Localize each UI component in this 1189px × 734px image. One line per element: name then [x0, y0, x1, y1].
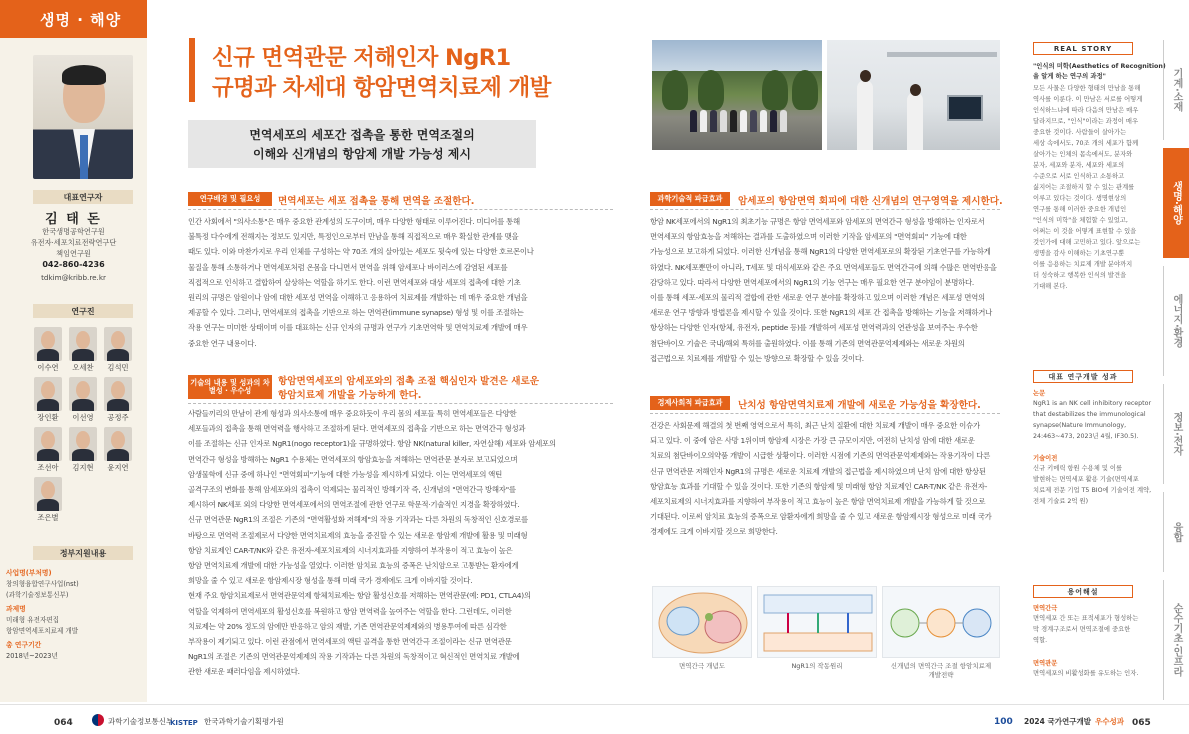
body-line: 항암 NK세포에서의 NgR1의 최초기능 규명은 항암 면역세포와 암세포의 면역간극 형성을 방해하는 인자로서 [650, 217, 985, 226]
body-line: 중요한 연구 내용이다. [188, 338, 257, 348]
researcher-name: 장인환 [37, 413, 59, 422]
right-text-line: that destabilizes the immunological [1033, 411, 1146, 418]
figure-therapy-strategy [882, 586, 1000, 658]
pi-title: 책임연구원 [56, 249, 91, 258]
researcher-name: 조은별 [37, 513, 59, 522]
section-title: 면역세포는 세포 접촉을 통해 면역을 조절한다. [278, 196, 475, 207]
page-title-line1: 신규 면역관문 저해인자 NgR1 [212, 45, 511, 71]
body-line: 항암효능 효과를 기대할 수 있을 것이다. 또한 기존의 항암제 및 미래형 항암 치료제인 CAR-T/NK 같은 유전자- [650, 481, 988, 491]
body-line: 제시하여 NK세포 외의 다양한 면역세포에서의 면역조절에 관한 연구로 학문적·기술적인 지경을 확장하였다. [188, 500, 520, 510]
glossary-term: 면역간극 [1033, 605, 1058, 612]
right-text-line: 치료제 전문 기업 T5 BIO에 기술이전 계약, [1033, 487, 1152, 494]
body-line: 이를 조절하는 신규 인자로 NgR1(nogo receptor1)을 규명하였다. 항암 NK(natural killer, 자연살해) 세포와 암세포의 [188, 439, 556, 449]
body-line: 물질을 통해 소통하거나 면역세포처럼 온몸을 다니면서 면역을 위해 암세포나 바이러스에 감염된 세포를 [188, 262, 508, 272]
pi-email[interactable]: tdkim@kribb.re.kr [41, 273, 106, 282]
funding-label: 과제명 [6, 605, 26, 613]
body-line: 되고 있다. 이 중에 암은 사망 1위이며 항암제 시장은 가장 큰 규모이지만, 여전히 난치성 암에 대한 새로운 [650, 436, 975, 446]
anniversary-logo: 100 [994, 717, 1013, 727]
tab-mechanical-materials[interactable] [1163, 40, 1189, 140]
body-line: 암생물학에 신규 중에 하나인 "면역회피"기능에 대한 가능성을 제시하게 되었다. 이는 면역세포의 액틴 [188, 469, 502, 479]
body-line: 면역간극 형성을 방해하는 NgR1 수용체는 면역세포의 항암효능을 저해하는 면역관문 분자로 보고되었으며 [188, 454, 518, 464]
right-text-line: 싫지어는 조절하지 할 수 있는 관계를 [1033, 184, 1135, 191]
right-text-line: 연구를 통해 이러한 중요한 개념인 [1033, 206, 1127, 213]
right-text-line: 이루고 있다는 것이다. 생명현상의 [1033, 195, 1127, 202]
body-line: 현재 주요 항암치료제로서 면역관문억제 항체치료제는 항암 활성신호를 저해하는 면역관문(예: PD1, CTLA4)의 [188, 591, 531, 601]
figure-caption: 개발전략 [928, 671, 954, 679]
researcher-card [31, 427, 65, 473]
right-text-line: "인식의 미학"을 체험할 수 있었고, [1033, 217, 1128, 224]
report-accent: 우수성과 [1095, 717, 1124, 726]
funding-text: 창의형융합연구사업(nst) [6, 580, 79, 588]
right-text-line: 면역세포 간 또는 표적세포가 형성하는 [1033, 615, 1139, 622]
funding-text: (과학기술정보통신부) [6, 591, 69, 599]
tab-label: 순수기초·인프라 [1171, 603, 1182, 677]
subtitle-line2: 이해와 신개념의 항암제 개발 가능성 제시 [253, 147, 471, 161]
ministry-name: 과학기술정보통신부 [108, 717, 174, 726]
figure-caption: 신개념의 면역간극 조절 항암치료제 [890, 662, 992, 670]
section-rule [188, 209, 613, 210]
section-title: 항암치료제 개발을 가능하게 한다. [278, 390, 422, 401]
funding-label: 총 연구기간 [6, 641, 42, 649]
right-text-line: 살아가는 인체의 몸속에서도, 분자와 [1033, 151, 1133, 158]
tab-convergence[interactable] [1163, 492, 1189, 572]
researcher-photo [69, 327, 97, 361]
right-text-line: 더 성숙하고 행복한 인식의 발견을 [1033, 272, 1127, 279]
right-text-line: 생명을 감사 이해하는 기초연구뿐 [1033, 250, 1125, 257]
tab-info-electronics[interactable] [1163, 384, 1189, 484]
pi-header: 대표연구자 [33, 190, 133, 204]
researcher-photo [34, 327, 62, 361]
researcher-card [101, 327, 135, 373]
section-tag: 경제사회적 파급효과 [650, 396, 730, 410]
title-accent-bar [189, 38, 195, 102]
funding-label: 사업명(부처명) [6, 569, 52, 577]
page-number-left: 064 [54, 718, 73, 728]
researchers-header: 연구진 [33, 304, 133, 318]
right-text-line: synapse(Nature Immunology, [1033, 422, 1127, 429]
kistep-logo: KISTEP [170, 719, 198, 727]
right-text-line: 24:463~473, 2023년 4월, IF30.5). [1033, 433, 1139, 440]
lab-photo [827, 40, 1000, 150]
researcher-name: 윤지연 [107, 463, 129, 472]
tab-label: 기계·소재 [1171, 68, 1182, 112]
real-story-header: REAL STORY [1033, 42, 1133, 55]
section-tag: 과학기술적 파급효과 [650, 192, 730, 206]
body-line: 세포치료제의 시너지효과를 지향하여 부작용이 적고 효능이 높은 항암 면역치료제 개발을 가능하게 할 것으로 [650, 497, 986, 507]
researcher-photo [34, 427, 62, 461]
researcher-card [31, 377, 65, 423]
section-body [188, 406, 613, 680]
body-line: 제공할 수 있다. 그러나, 면역세포의 접촉을 기반으로 하는 면역관(immune synapse) 형성 및 이를 조절하는 [188, 308, 524, 318]
researcher-photo [104, 377, 132, 411]
body-line: 항암 치료제인 CAR-T/NK와 같은 유전자-세포치료제의 시너지효과를 지향하여 부작용이 적고 효능이 높은 [188, 545, 513, 555]
glossary-definition: 면역세포의 비활성화를 유도하는 인자. [1033, 670, 1139, 677]
footer-divider [0, 704, 1189, 705]
section-tag: 연구배경 및 필요성 [188, 192, 272, 206]
section-title: 암세포의 항암면역 회피에 대한 신개념의 연구영역을 제시한다. [738, 196, 1003, 207]
section-rule [188, 403, 613, 404]
section-title: 난치성 항암면역치료제 개발에 새로운 가능성을 확장한다. [738, 400, 981, 411]
right-text-line: 막 경계구조로서 면역조절에 중요한 [1033, 626, 1131, 633]
researcher-photo [104, 427, 132, 461]
researcher-photo [69, 427, 97, 461]
funding-text: 미래형 유전자편집 [6, 616, 60, 624]
researcher-card [66, 377, 100, 423]
researcher-card [31, 477, 65, 523]
researcher-name: 김석민 [107, 363, 129, 372]
page-number-right: 065 [1132, 718, 1151, 728]
section-rule [650, 413, 1000, 414]
right-text-line: 발현하는 면역세포 활용 기술(면역세포 [1033, 476, 1139, 483]
kistep-name: 한국과학기술기획평가원 [204, 717, 284, 726]
pi-phone: 042-860-4236 [42, 260, 105, 269]
section-tag: 기술의 내용 및 성과의 차별성 · 우수성 [188, 375, 272, 399]
right-text-line: 신규 키메릭 항원 수용체 및 이를 [1033, 465, 1123, 472]
researcher-card [66, 427, 100, 473]
tech-transfer-label: 기술이전 [1033, 455, 1058, 462]
pi-org1: 한국생명공학연구원 [42, 227, 105, 236]
body-line: 부작용이 제기되고 있다. 이런 관점에서 면역세포의 액틴 골격을 통한 면역간극 조절이라는 신규 면역관문 [188, 637, 512, 647]
right-text-line: 전체 기술료 2억 원) [1033, 498, 1089, 505]
researcher-name: 조선아 [37, 463, 59, 472]
body-line: 사람들끼리의 만남이 관계 형성과 의사소통에 매우 중요하듯이 우리 몸의 세포들 특히 면역세포들은 다양한 [188, 409, 517, 418]
body-line: 이를 통해 세포-세포의 물리적 결합에 관한 새로운 연구 분야를 확장하고 있으며 이러한 개념은 세포성 면역의 [650, 293, 985, 303]
body-line: 면역세포의 항암효능을 저해하는 결과를 도출하였으며 이러한 기작을 암세포의 "면역회피" 기능에 대한 [650, 232, 967, 242]
tab-life-ocean[interactable] [1163, 148, 1189, 258]
glossary-term: 면역관문 [1033, 660, 1058, 667]
tab-energy-environment[interactable] [1163, 266, 1189, 376]
body-line: 골격구조의 변화를 통해 암세포와의 접촉이 억제되는 물리적인 방해기작 즉, 신개념의 "면역간극 방해자"를 [188, 485, 516, 495]
researcher-card [101, 427, 135, 473]
researcher-card [101, 377, 135, 423]
report-name: 2024 국가연구개발 [1024, 717, 1091, 726]
figure-caption: 면역간극 개념도 [678, 662, 726, 670]
body-line: 세포들과의 접촉을 통해 면역력을 행사하고 조절하게 된다. 면역세포의 접촉을 기반으로 하는 면역간극 형성과 [188, 424, 526, 434]
section-rule [650, 209, 1000, 210]
tab-basic-infra[interactable] [1163, 580, 1189, 700]
body-line: 작용 연구는 미미한 상태이며 이를 대표하는 신규 인자의 규명과 연구가 기초면역학 및 면역치료제 개발에 매우 [188, 323, 528, 333]
funding-header: 정부지원내용 [33, 546, 133, 560]
researcher-photo [34, 377, 62, 411]
body-line: 바탕으로 면역력 조절제로서 다양한 면역치료제의 효능을 증진할 수 있는 새로운 항암제 개발에 활용 및 미래형 [188, 530, 528, 540]
ministry-logo-icon [92, 714, 104, 726]
body-line: 직접적으로 인식하고 결합하여 살상하는 역할을 하기도 한다. 이런 면역세포와 대상 세포의 접촉에 대한 기초 [188, 277, 521, 287]
right-text-line: NgR1 is an NK cell inhibitory receptor [1033, 400, 1152, 407]
body-line: 기대된다. 이로써 암치료 효능의 증폭으로 암환자에게 희망을 줄 수 있고 새로운 항암제시장 형성으로 미래 국가 [650, 512, 992, 522]
body-line: 첨단바이오 기술은 국내/해외 특허를 출원하였다. 이를 통해 기존의 면역관문억제제와는 새로운 차원의 [650, 338, 965, 348]
results-header: 대표 연구개발 성과 [1033, 370, 1133, 383]
right-text-line: 인식하느냐에 따라 다음의 만남은 매우 [1033, 107, 1139, 114]
body-line: 인간 사회에서 "의사소통"은 매우 중요한 관계성의 도구이며, 매우 다양한 형태로 이루어진다. 미디어를 통해 [188, 217, 520, 226]
researcher-photo [69, 377, 97, 411]
figure-immune-synapse [652, 586, 752, 658]
right-text-line: 달라지므로, "인식"이라는 과정이 매우 [1033, 118, 1139, 125]
body-line: NgR1의 조절은 기존의 면역관문억제제의 작용 기작과는 다른 차원의 독창적이고 혁신적인 면역치료 개발에 [188, 652, 520, 662]
researcher-photo [104, 327, 132, 361]
researcher-name: 공정주 [107, 413, 129, 422]
researcher-card [66, 327, 100, 373]
tab-label: 정보·전자 [1171, 412, 1182, 456]
tab-label: 융합 [1171, 522, 1182, 542]
paper-label: 논문 [1033, 390, 1046, 397]
researcher-photo [34, 477, 62, 511]
figure-immune-synapse-graphic [653, 587, 752, 658]
right-text-line: 수준으로 서로 인식하고 소통하고 [1033, 173, 1125, 180]
body-line: 원리의 규명은 암원이나 암에 대한 세포성 면역을 이해하고 응용하여 치료제를 개발하는 데 매우 중요한 개념을 [188, 293, 528, 303]
body-line: 새로운 연구 방향과 방법론을 제시할 수 있을 것이다. 또한 NgR1의 세포 간 접촉을 방해하는 기능을 저해하거나 [650, 308, 993, 318]
researcher-name: 오세찬 [72, 363, 94, 372]
researcher-card [31, 327, 65, 373]
glossary-header: 용어해설 [1033, 585, 1133, 598]
body-line: 항상하는 다양한 인자(항체, 유전자, peptide 등)를 개발하여 세포성 면역력과의 연관성을 보여주는 우수한 [650, 323, 978, 333]
right-text-line: 모든 사물은 다양한 형태의 만남을 통해 [1033, 85, 1141, 92]
body-line: 하였다. NK세포뿐만이 아니라, T세포 및 대식세포와 같은 주요 면역세포들도 면역간극에 의해 수많은 면역반응을 [650, 262, 997, 272]
body-line: 때도 있다. 이와 마찬가지로 우리 인체를 구성하는 약 70조 개의 살아있는 세포도 뒷숙에 있는 다양한 호르몬이나 [188, 247, 534, 257]
body-line: 접근법으로 치료제를 개발할 수 있는 방향으로 확장할 수 있을 것이다. [650, 353, 864, 363]
right-text-line: 세상 속에서도, 70조 개의 세포가 함께 [1033, 140, 1139, 147]
section-title: 항암면역세포의 암세포와의 접촉 조절 핵심인자 발견은 새로운 [278, 376, 539, 387]
section-body [650, 214, 1000, 366]
body-line: 감당하고 있다. 따라서 다양한 면역세포에서의 NgR1의 기능 연구는 매우 필요한 연구 분야임이 분명하다. [650, 277, 975, 287]
body-line: 항암 면역치료제 개발에 대한 가능성을 열었다. 이러한 암치료 효능의 증폭은 난치암으로 고통받는 환자에게 [188, 561, 519, 571]
body-line: 치료제는 약 20% 정도의 암에만 반응하고 암의 재발, 기존 면역관문억제제와의 병용투여에 따른 심각한 [188, 621, 507, 631]
section-body [188, 214, 613, 351]
right-text-line: 역사를 이룬다. 이 만남은 서로를 어떻게 [1033, 96, 1143, 103]
right-text-line: 중요한 것이다. 사람들이 살아가는 [1033, 129, 1127, 136]
body-line: 신규 면역관문 저해인자 NgR1의 규명은 새로운 치료제 개발의 접근법을 제시하였으며 난치 암에 대한 항상된 [650, 466, 986, 476]
section-body [650, 418, 1000, 540]
body-line: 치료의 첨단바이오의약품 개발이 시급한 상황이다. 이러한 시점에 기존의 면역관문억제제와는 작용기작이 다른 [650, 451, 991, 461]
researcher-name: 이수연 [37, 363, 59, 372]
figure-ngr1-mechanism [757, 586, 877, 658]
figure-caption: NgR1의 작동원리 [791, 662, 843, 670]
body-line: 경제에도 크게 이바지할 것으로 희망한다. [650, 527, 778, 537]
pi-portrait [33, 55, 133, 179]
right-text-line: 이를 응용하는 치료제 개발 분야까지 [1033, 261, 1133, 268]
body-line: 역할을 억제하여 면역세포의 활성신호를 복원하고 항암 면역력을 높여주는 역할을 한다. 그런데도, 이러한 [188, 606, 512, 616]
real-story-title: "인식의 미학(Aesthetics of Recognition) [1033, 63, 1166, 70]
category-label: 생명 · 해양 [0, 0, 147, 38]
right-text-line: 어쩌는 이 것을 어떻게 표현할 수 있을 [1033, 228, 1137, 235]
subtitle-line1: 면역세포의 세포간 접촉을 통한 면역조절의 [249, 128, 475, 142]
body-line: 신규 면역관문 NgR1의 조절은 기존의 "면역활성화 저해제"의 작용 기작과는 다른 차원의 독창적인 신호경로를 [188, 515, 528, 525]
real-story-title: 을 알게 하는 연구의 과정" [1033, 73, 1106, 80]
right-text-line: 기대해 본다. [1033, 283, 1068, 290]
pi-name: 김 태 돈 [45, 212, 102, 227]
funding-text: 항암면역세포치료제 개발 [6, 627, 79, 635]
figure-therapy-strategy-graphic [883, 587, 1000, 658]
body-line: 희망을 줄 수 있고 새로운 항암제시장 형성을 통해 미래 국가 경제에도 크게 이바지할 것이다. [188, 576, 473, 586]
right-text-line: 분자, 세포와 분자, 세포와 세포의 [1033, 162, 1125, 169]
funding-text: 2018년~2023년 [6, 652, 58, 660]
pi-org2: 유전자·세포치료전략연구단 [30, 238, 117, 247]
body-line: 불특정 다수에게 전해지는 정보도 있지만, 특정인으로부터 만남을 통해 직접적으로 매우 확실한 관계를 맺을 [188, 232, 519, 242]
body-line: 관한 새로운 패러다임을 제시하였다. [188, 667, 300, 677]
page-title-line2: 규명과 차세대 항암면역치료제 개발 [212, 75, 551, 101]
sidebar [0, 0, 147, 702]
right-text-line: 것인가에 대해 고민하고 있다. 앞으로는 [1033, 239, 1141, 246]
team-photo [652, 40, 822, 150]
right-text-line: 역할. [1033, 637, 1048, 644]
researcher-name: 김지현 [72, 463, 94, 472]
tab-label: 생명·해양 [1170, 181, 1182, 225]
figure-ngr1-mechanism-graphic [758, 587, 877, 658]
body-line: 건강은 사회문제 해결의 첫 번째 영역으로서 특히, 최근 난치 질환에 대한 치료제 개발이 매우 중요한 이슈가 [650, 421, 980, 430]
body-line: 가능성으로 보고하게 되었다. 이러한 신개념을 통해 NgR1의 다양한 면역세포로의 확장된 기초연구를 가능하게 [650, 247, 991, 257]
researcher-name: 이선영 [72, 413, 94, 422]
tab-label: 에너지·환경 [1171, 294, 1182, 348]
